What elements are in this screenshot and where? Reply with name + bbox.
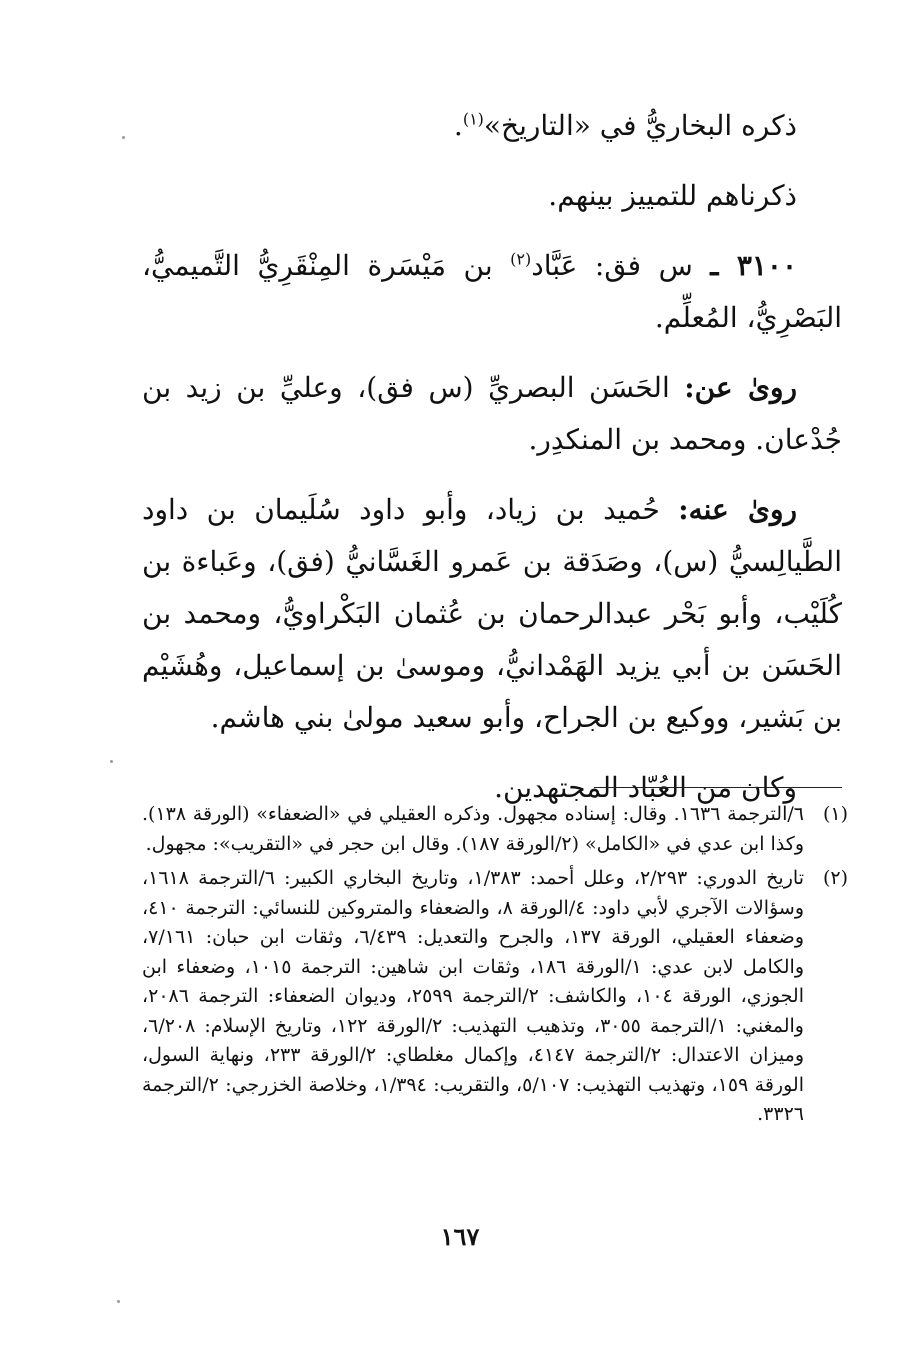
entry-heading <box>142 240 842 344</box>
footnote-ref-1: (١) <box>462 109 484 129</box>
footnote-ref-2: (٢) <box>510 249 532 269</box>
footnote-2 <box>142 864 848 1130</box>
paragraph-bukhari <box>142 100 842 152</box>
closing-statement: وكان من العُبّاد المجتهدين. <box>494 771 797 804</box>
page-number: ١٦٧ <box>440 1222 480 1251</box>
paragraph-distinction: ذكرناهم للتمييز بينهم. <box>548 179 797 212</box>
narrated-from <box>142 362 842 466</box>
footnote-number: (١) <box>822 803 848 825</box>
main-text <box>142 100 842 814</box>
paragraph-end: . <box>453 109 463 142</box>
footnote-separator <box>594 787 842 788</box>
narrated-by-text: حُميد بن زياد، وأبو داود سُلَيمان بن داود الطَّيالِسيُّ (س)، وصَدَقة بن عَمرو الغَسَّانيُّ (فق)، وعَباءة بن كُلَيْب، وأبو بَحْر عبدالرحمان بن عُثمان البَكْراويُّ، ومحمد بن الحَسَن بن أبي يزيد الهَمْدانيُّ، وموسىٰ بن إسماعيل، وهُشَيْم بن بَشير، ووكيع بن الجراح، وأبو سعيد مولىٰ بني هاشم. <box>142 493 842 734</box>
entry-codes-name: س فق: عَبَّاد <box>531 249 711 282</box>
scan-speck <box>122 136 125 139</box>
scan-speck <box>110 760 113 763</box>
footnote-1 <box>142 800 848 859</box>
entry-name-rest: بن مَيْسَرة المِنْقَرِيُّ التَّميميُّ، البَصْرِيُّ، المُعلِّم. <box>142 249 842 334</box>
footnote-text: تاريخ الدوري: ٢/٢٩٣، وعلل أحمد: ١/٣٨٣، وتاريخ البخاري الكبير: ٦/الترجمة ١٦١٨، وسؤالات الآجري لأبي داود: ٤/الورقة ٨، والضعفاء والمتروكين للنسائي: الترجمة ٤١٠، وضعفاء العقيلي، الورقة ١٣٧، والجرح والتعديل: ٦/٤٣٩، وثقات ابن حبان: ٧/١٦١، والكامل لابن عدي: ١/الورقة ١٨٦، وثقات ابن شاهين: الترجمة ١٠١٥، وضعفاء ابن الجوزي، الورقة ١٠٤، والكاشف: ٢/الترجمة ٢٥٩٩، وديوان الضعفاء: الترجمة ٢٠٨٦، والمغني: ١/الترجمة ٣٠٥٥، وتذهيب التهذيب: ٢/الورقة ١٢٢، وتاريخ الإسلام: ٦/٢٠٨، وميزان الاعتدال: ٢/الترجمة ٤١٤٧، وإكمال مغلطاي: ٢/الورقة ٢٣٣، ونهاية السول، الورقة ١٥٩، وتهذيب التهذيب: ٥/١٠٧، والتقريب: ١/٣٩٤، وخلاصة الخزرجي: ٢/الترجمة ٣٣٢٦. <box>142 867 804 1125</box>
footnote-number: (٢) <box>822 867 848 889</box>
paragraph-text: ذكره البخاريُّ في «التاريخ» <box>483 109 797 142</box>
narrated-from-text: الحَسَن البصريِّ (س فق)، وعليِّ بن زيد بن جُدْعان. ومحمد بن المنكدِر. <box>142 371 842 456</box>
narrated-by <box>142 484 842 744</box>
footnote-text: ٦/الترجمة ١٦٣٦. وقال: إسناده مجهول. وذكره العقيلي في «الضعفاء» (الورقة ١٣٨). وكذا ابن عدي في «الكامل» (٢/الورقة ١٨٧). وقال ابن حجر في «التقريب»: مجهول. <box>142 803 804 855</box>
scan-speck <box>117 1300 120 1303</box>
narrated-by-label: روىٰ عنه: <box>678 493 797 526</box>
footnotes <box>142 800 848 1135</box>
entry-number: ٣١٠٠ ـ <box>710 249 797 282</box>
narrated-from-label: روىٰ عن: <box>684 371 797 404</box>
